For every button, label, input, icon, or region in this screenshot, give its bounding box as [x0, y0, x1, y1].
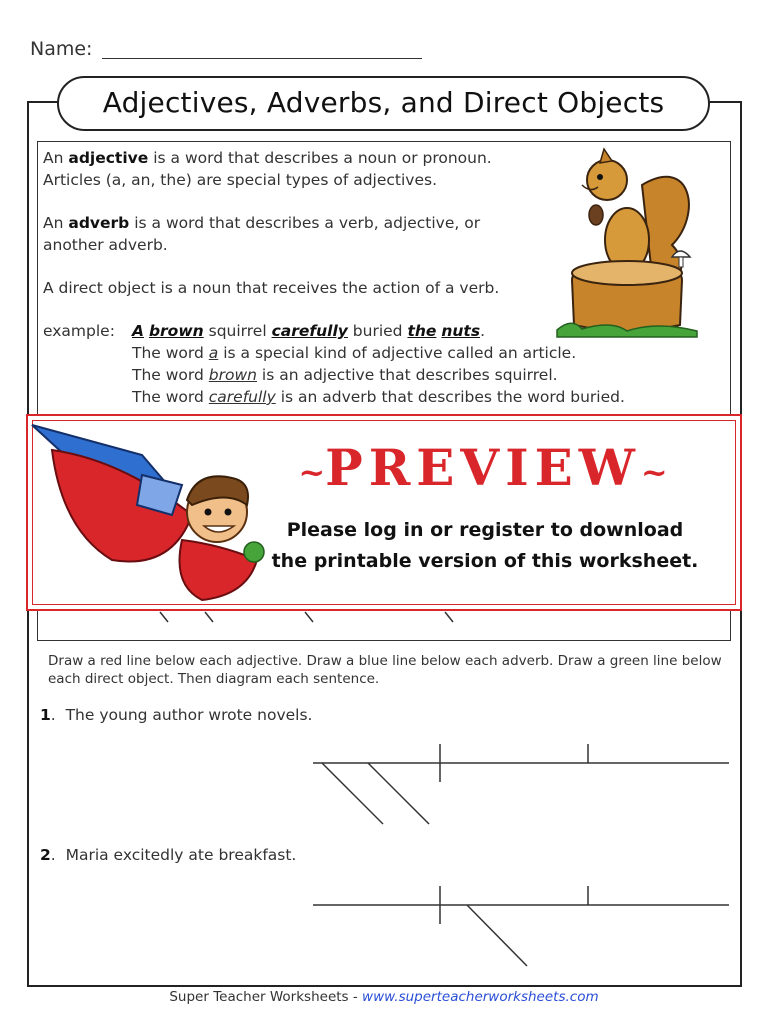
example-line-2: The word brown is an adjective that describes squirrel. [132, 366, 558, 384]
adverb-definition: An adverb is a word that describes a verb, adjective, or [43, 214, 481, 232]
preview-heading: ~PREVIEW~ [298, 438, 668, 497]
page-title: Adjectives, Adverbs, and Direct Objects [57, 76, 710, 131]
example-line-1: The word a is a special kind of adjective called an article. [132, 344, 577, 362]
adverb-term: adverb [68, 214, 130, 232]
name-label: Name: [30, 38, 93, 60]
adjective-definition: An adjective is a word that describes a noun or pronoun. [43, 149, 492, 167]
direct-object-definition: A direct object is a noun that receives the action of a verb. [43, 279, 500, 297]
instructions: Draw a red line below each adjective. Draw a blue line below each adverb. Draw a green line below each direct object. Then diagram each sentence. [48, 653, 722, 687]
question-2: 2. Maria excitedly ate breakfast. [40, 846, 297, 864]
preview-message-line-2: the printable version of this worksheet. [271, 550, 699, 572]
example-line-3: The word carefully is an adverb that describes the word buried. [132, 388, 625, 406]
articles-note: Articles (a, an, the) are special types of adjectives. [43, 171, 438, 189]
footer: Super Teacher Worksheets - www.superteacherworksheets.com [169, 989, 599, 1005]
question-1: 1. The young author wrote novels. [40, 706, 313, 724]
adjective-term: adjective [68, 149, 149, 167]
adverb-definition-cont: another adverb. [43, 236, 168, 254]
footer-link[interactable]: www.superteacherworksheets.com [362, 989, 599, 1005]
example-sentence: A brown squirrel carefully buried the nuts. [132, 322, 486, 340]
preview-message-line-1: Please log in or register to download [286, 519, 684, 541]
example-label: example: [43, 322, 115, 340]
